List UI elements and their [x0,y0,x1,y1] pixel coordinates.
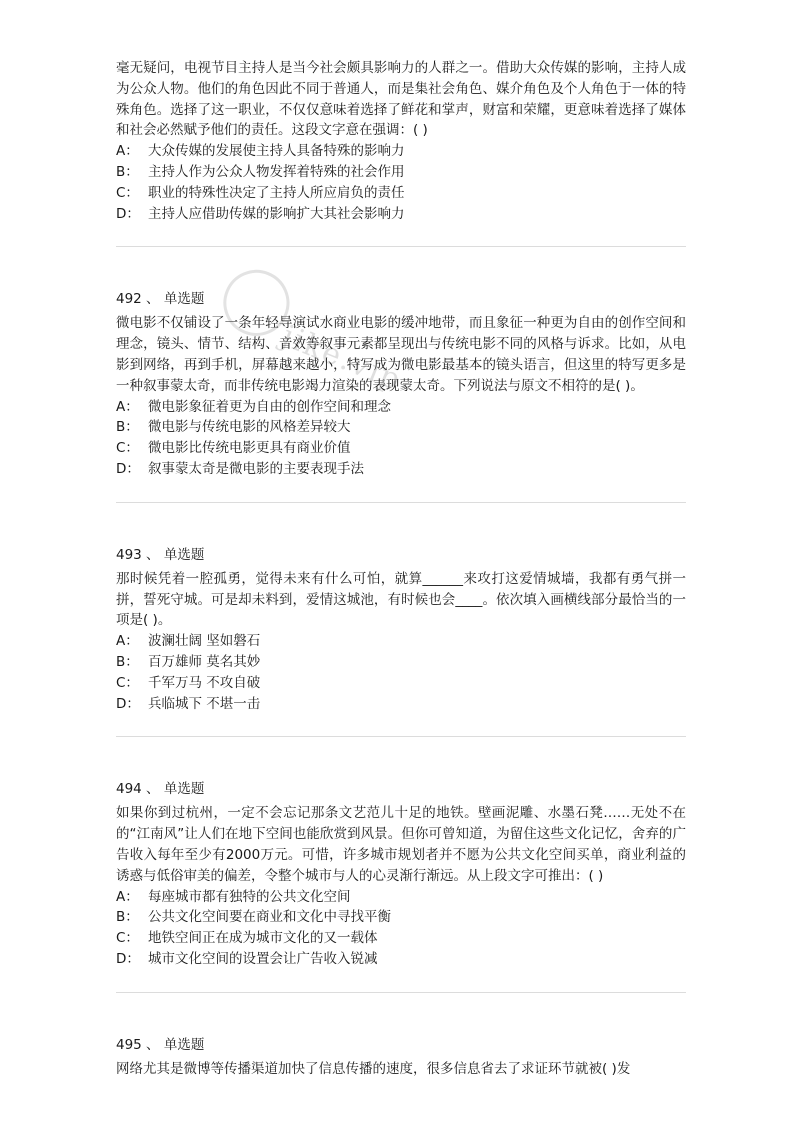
option-a[interactable]: A： 每座城市都有独特的公共文化空间 [116,888,351,905]
question-header: 494 、 单选题 [116,781,205,798]
question-list [116,58,686,1080]
option-c[interactable]: C： 千军万马 不攻自破 [116,674,261,691]
option-c[interactable]: C： 地铁空间正在成为城市文化的又一载体 [116,930,378,947]
question-stem: 如果你到过杭州，一定不会忘记那条文艺范儿十足的地铁。壁画泥雕、水墨石凳……无处不在的“江南风”让人们在地下空间也能欣赏到风景。但你可曾知道，为留住这些文化记忆，舍弃的广告收入每年至少有2000万元。可惜，许多城市规划者并不愿为公共文化空间买单，商业利益的诱惑与低俗审美的偏差，令整个城市与人的心灵渐行渐远。从上段文字可推出：( ) [116,805,686,884]
question-493 [116,545,686,715]
option-d[interactable]: D： 叙事蒙太奇是微电影的主要表现手法 [116,460,364,477]
option-a[interactable]: A： 微电影象征着更为自由的创作空间和理念 [116,398,391,415]
question-header: 493 、 单选题 [116,546,205,563]
option-b[interactable]: B： 主持人作为公众人物发挥着特殊的社会作用 [116,163,405,180]
option-a[interactable]: A： 波澜壮阔 坚如磐石 [116,633,261,650]
question-stem: 毫无疑问，电视节目主持人是当今社会颇具影响力的人群之一。借助大众传媒的影响，主持人成为公众人物。他们的角色因此不同于普通人，而是集社会角色、媒介角色及个人角色于一体的特殊角色。选择了这一职业，不仅仅意味着选择了鲜花和掌声，财富和荣耀，更意味着选择了媒体和社会必然赋予他们的责任。这段文字意在强调：( ) [116,60,686,139]
question-stem: 微电影不仅铺设了一条年轻导演试水商业电影的缓冲地带，而且象征一种更为自由的创作空间和理念，镜头、情节、结构、音效等叙事元素都呈现出与传统电影不同的风格与诉求。比如，从电影到网络，再到手机，屏幕越来越小，特写成为微电影最基本的镜头语言，但这里的特写更多是一种叙事蒙太奇，而非传统电影竭力渲染的表现蒙太奇。下列说法与原文不相符的是( )。 [116,315,686,394]
divider [116,992,686,993]
option-a[interactable]: A： 大众传媒的发展使主持人具备特殊的影响力 [116,143,405,160]
question-header: 495 、 单选题 [116,1036,205,1053]
question-491 [116,58,686,224]
divider [116,246,686,247]
divider [116,736,686,737]
option-b[interactable]: B： 微电影与传统电影的风格差异较大 [116,419,351,436]
option-b[interactable]: B： 百万雄师 莫名其妙 [116,653,261,670]
divider [116,502,686,503]
option-d[interactable]: D： 主持人应借助传媒的影响扩大其社会影响力 [116,205,405,222]
watermark-text: jike.vip [276,318,407,399]
option-d[interactable]: D： 兵临城下 不堪一击 [116,695,261,712]
option-c[interactable]: C： 职业的特殊性决定了主持人所应肩负的责任 [116,184,405,201]
question-495 [116,1035,686,1080]
question-stem: 那时候凭着一腔孤勇，觉得未来有什么可怕，就算______来攻打这爱情城墙，我都有勇气拼一拼，誓死守城。可是却未料到，爱情这城池，有时候也会____。依次填入画横线部分最恰当的一项是( )。 [116,570,686,629]
option-d[interactable]: D： 城市文化空间的设置会让广告收入锐减 [116,950,378,967]
option-b[interactable]: B： 公共文化空间要在商业和文化中寻找平衡 [116,909,391,926]
question-stem: 网络尤其是微博等传播渠道加快了信息传播的速度，很多信息省去了求证环节就被( )发 [116,1060,631,1077]
question-492 [116,289,686,479]
question-header: 492 、 单选题 [116,291,205,308]
option-c[interactable]: C： 微电影比传统电影更具有商业价值 [116,440,351,457]
question-494 [116,779,686,969]
